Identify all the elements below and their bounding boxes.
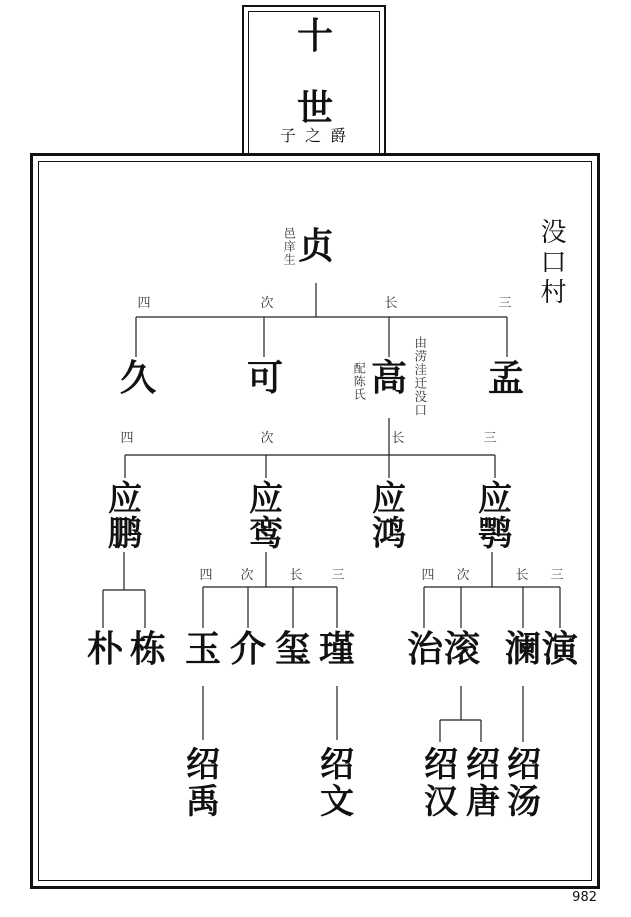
level3-name-zhi: 治 <box>406 628 443 670</box>
level4-name-shaotang-line2: 唐 <box>466 782 500 822</box>
level2-name-hong-line2: 鸿 <box>372 514 406 554</box>
order-label: 长 <box>391 431 405 446</box>
level3-name-gun: 滚 <box>443 628 480 670</box>
level1-name-jiu: 久 <box>119 357 156 399</box>
level2-name-luan-line1: 应 <box>249 479 283 519</box>
level1-name-ke: 可 <box>246 357 283 399</box>
order-label: 次 <box>456 568 470 583</box>
level4-name-shaotang2-line1: 绍 <box>507 745 541 785</box>
order-label: 次 <box>240 568 254 583</box>
order-label: 三 <box>498 296 512 311</box>
level3-name-xi: 玺 <box>274 628 311 670</box>
order-label: 三 <box>331 568 345 583</box>
order-label: 四 <box>421 568 435 583</box>
level4-name-shaotang-line1: 绍 <box>466 745 500 785</box>
order-label: 长 <box>289 568 303 583</box>
order-label: 次 <box>260 431 274 446</box>
order-label: 三 <box>550 568 564 583</box>
level4-name-shaoyu-line1: 绍 <box>186 745 220 785</box>
level2-name-hong-line1: 应 <box>372 479 406 519</box>
level4-name-shaowen-line2: 文 <box>320 782 354 822</box>
generation-label: 世 <box>296 87 333 129</box>
gao-migration-note: 由涝洼迁没口 <box>412 336 428 417</box>
generation-subtitle: 子 之 爵 <box>279 126 349 145</box>
level4-name-shaohan-line2: 汉 <box>424 782 458 822</box>
order-label: 四 <box>137 296 151 311</box>
level4-name-shaohan-line1: 绍 <box>424 745 458 785</box>
order-label: 四 <box>120 431 134 446</box>
level4-name-shaotang2-line2: 汤 <box>507 782 541 822</box>
level1-name-gao: 高 <box>370 357 407 399</box>
level2-name-e-line1: 应 <box>478 479 512 519</box>
level3-name-jin: 瑾 <box>318 628 355 670</box>
level3-name-yan: 演 <box>541 628 578 670</box>
level3-name-pu: 朴 <box>86 628 123 670</box>
order-label: 三 <box>483 431 497 446</box>
generation-number: 十 <box>296 15 333 57</box>
village-name: 没口村 <box>536 218 566 308</box>
level2-name-peng-line2: 鹏 <box>108 514 142 554</box>
level3-name-yu: 玉 <box>184 628 221 670</box>
order-label: 长 <box>384 296 398 311</box>
level3-name-dong: 栋 <box>129 628 166 670</box>
level1-name-meng: 孟 <box>487 357 524 399</box>
level3-name-lan: 澜 <box>504 628 541 670</box>
page-number: 982 <box>572 890 597 905</box>
order-label: 次 <box>260 296 274 311</box>
level3-name-jie: 介 <box>229 628 266 670</box>
order-label: 长 <box>515 568 529 583</box>
level2-name-luan-line2: 鸾 <box>249 514 283 554</box>
level4-name-shaoyu-line2: 禹 <box>186 782 220 822</box>
level4-name-shaowen-line1: 绍 <box>320 745 354 785</box>
root-ancestor-name: 贞 <box>297 225 334 267</box>
level2-name-peng-line1: 应 <box>108 479 142 519</box>
root-ancestor-note: 邑庠生 <box>282 227 297 266</box>
level2-name-e-line2: 鹗 <box>478 514 512 554</box>
gao-spouse-note: 配陈氏 <box>352 362 367 401</box>
order-label: 四 <box>199 568 213 583</box>
